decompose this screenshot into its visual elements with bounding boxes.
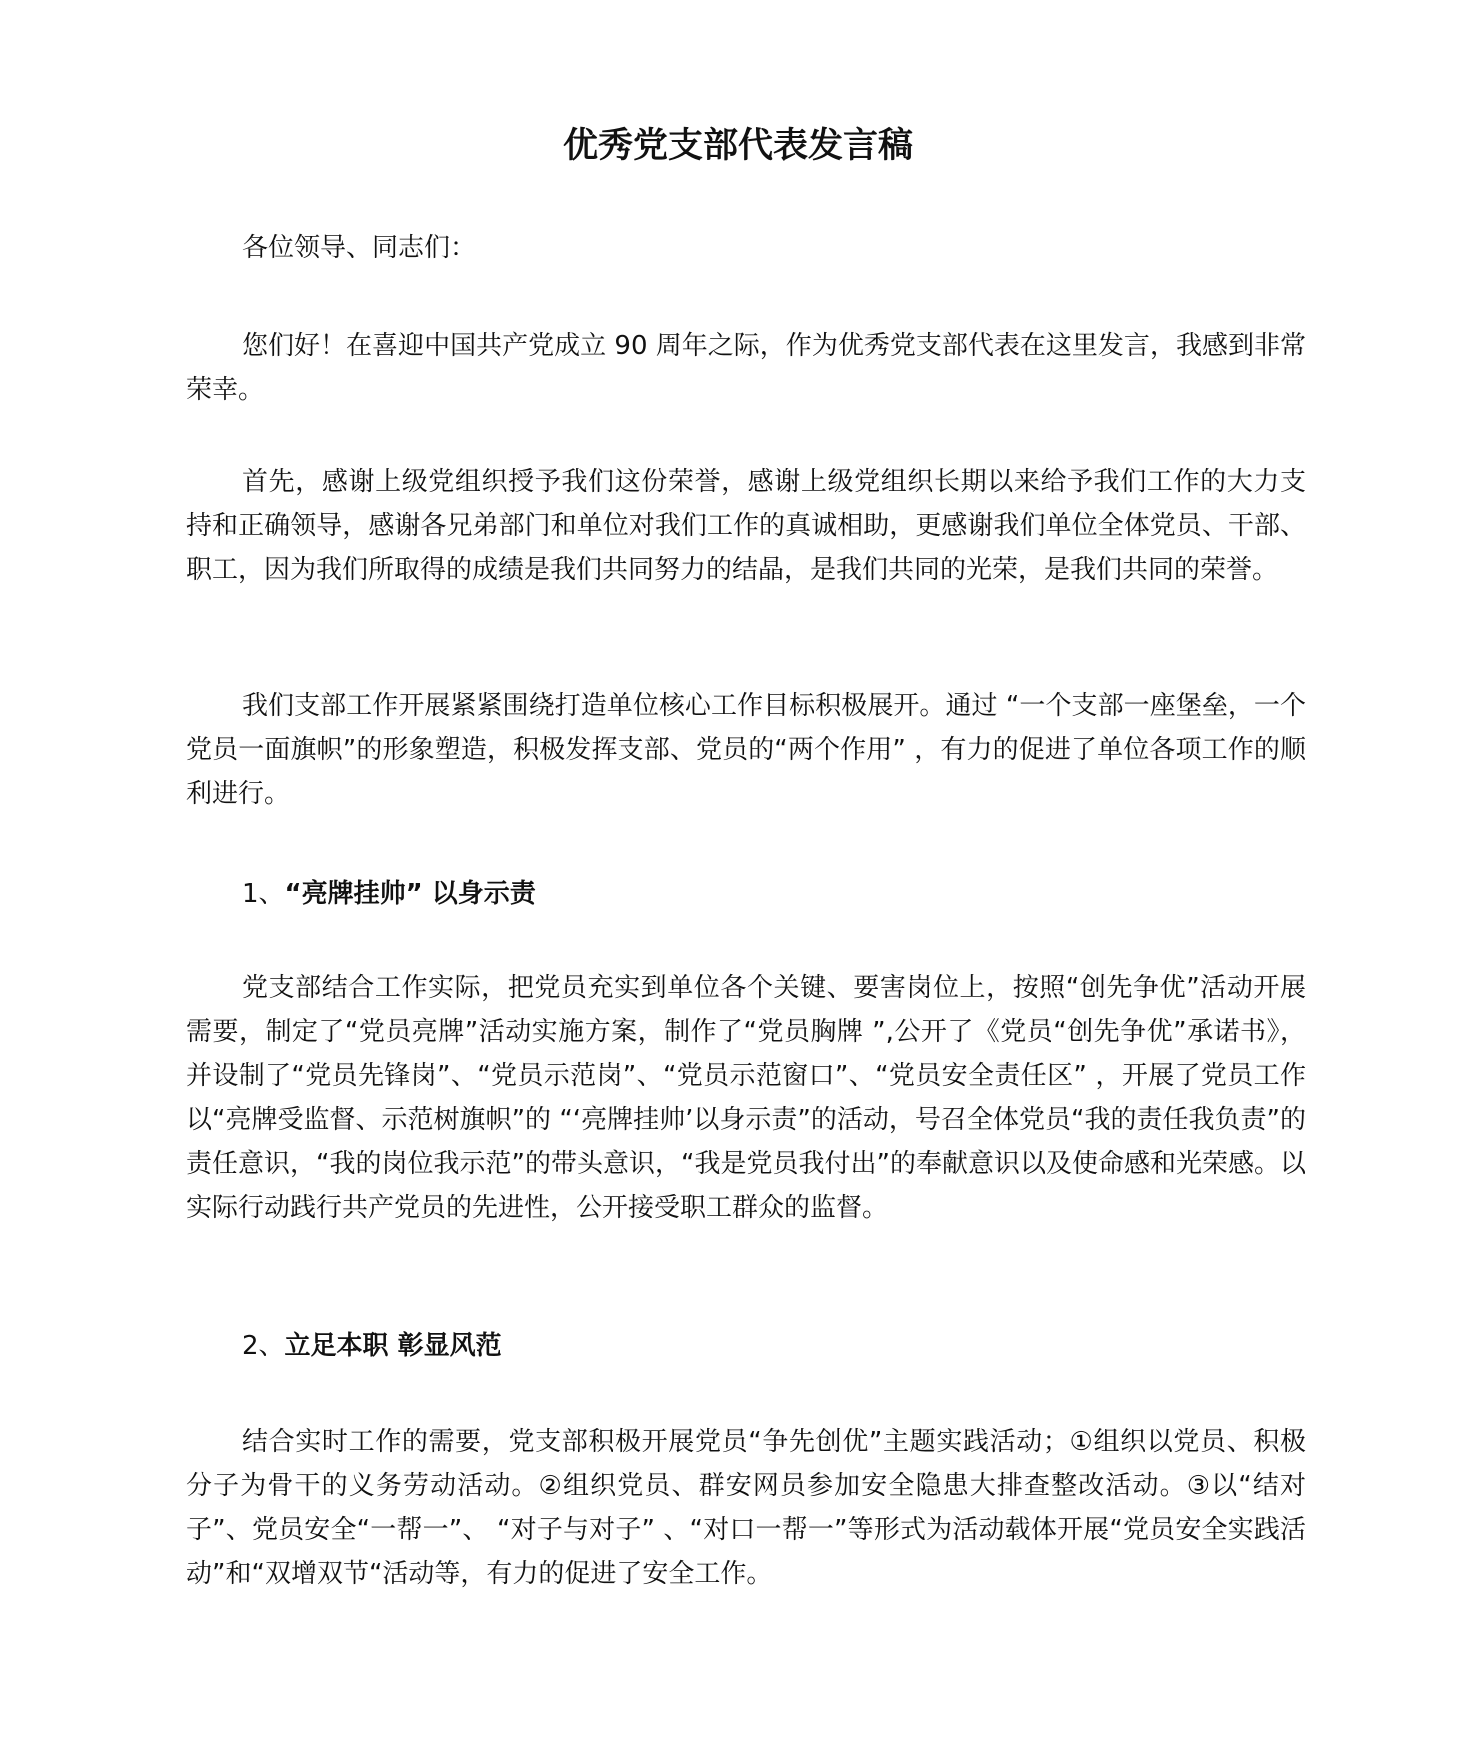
section-1-heading (186, 872, 1306, 916)
section-2-heading (186, 1324, 1306, 1368)
section-2-title: 立足本职 彰显风范 (284, 1331, 502, 1361)
document-title: 优秀党支部代表发言稿 (562, 126, 913, 166)
section-2-body: 结合实时工作的需要，党支部积极开展党员“争先创优”主题实践活动；①组织以党员、积极分子为骨干的义务劳动活动。②组织党员、群安网员参加安全隐患大排查整改活动。③以“结对子”、党员安全“一帮一”、 “对子与对子” 、“对口一帮一”等形式为活动载体开展“党员安全实践活动”和“双增双节“活动等，有力的促进了安全工作。 (186, 1427, 1306, 1589)
section-1-body: 党支部结合工作实际，把党员充实到单位各个关键、要害岗位上，按照“创先争优”活动开展需要，制定了“党员亮牌”活动实施方案，制作了“党员胸牌 ”,公开了《党员“创先争优”承诺书》，并设制了“党员先锋岗”、“党员示范岗”、“党员示范窗口”、“党员安全责任区” ，开展了党员工作以“亮牌受监督、示范树旗帜”的 “‘亮牌挂帅’以身示责”的活动，号召全体党员“我的责任我负责”的责任意识，“我的岗位我示范”的带头意识，“我是党员我付出”的奉献意识以及使命感和光荣感。以实际行动践行共产党员的先进性，公开接受职工群众的监督。 (186, 973, 1306, 1223)
section-2-number: 2、 (242, 1331, 285, 1361)
section-1-number: 1、 (242, 879, 285, 909)
paragraph-greeting: 您们好！在喜迎中国共产党成立 90 周年之际，作为优秀党支部代表在这里发言，我感到非常荣幸。 (186, 331, 1306, 405)
salutation: 各位领导、同志们： (242, 233, 477, 263)
paragraph-thanks: 首先，感谢上级党组织授予我们这份荣誉，感谢上级党组织长期以来给予我们工作的大力支持和正确领导，感谢各兄弟部门和单位对我们工作的真诚相助，更感谢我们单位全体党员、干部、职工，因为我们所取得的成绩是我们共同努力的结晶，是我们共同的光荣，是我们共同的荣誉。 (186, 467, 1306, 585)
section-1-title: “亮牌挂帅” 以身示责 (284, 879, 536, 909)
paragraph-overview: 我们支部工作开展紧紧围绕打造单位核心工作目标积极展开。通过 “一个支部一座堡垒，一个党员一面旗帜”的形象塑造，积极发挥支部、党员的“两个作用” ，有力的促进了单位各项工作的顺利进行。 (186, 691, 1306, 809)
